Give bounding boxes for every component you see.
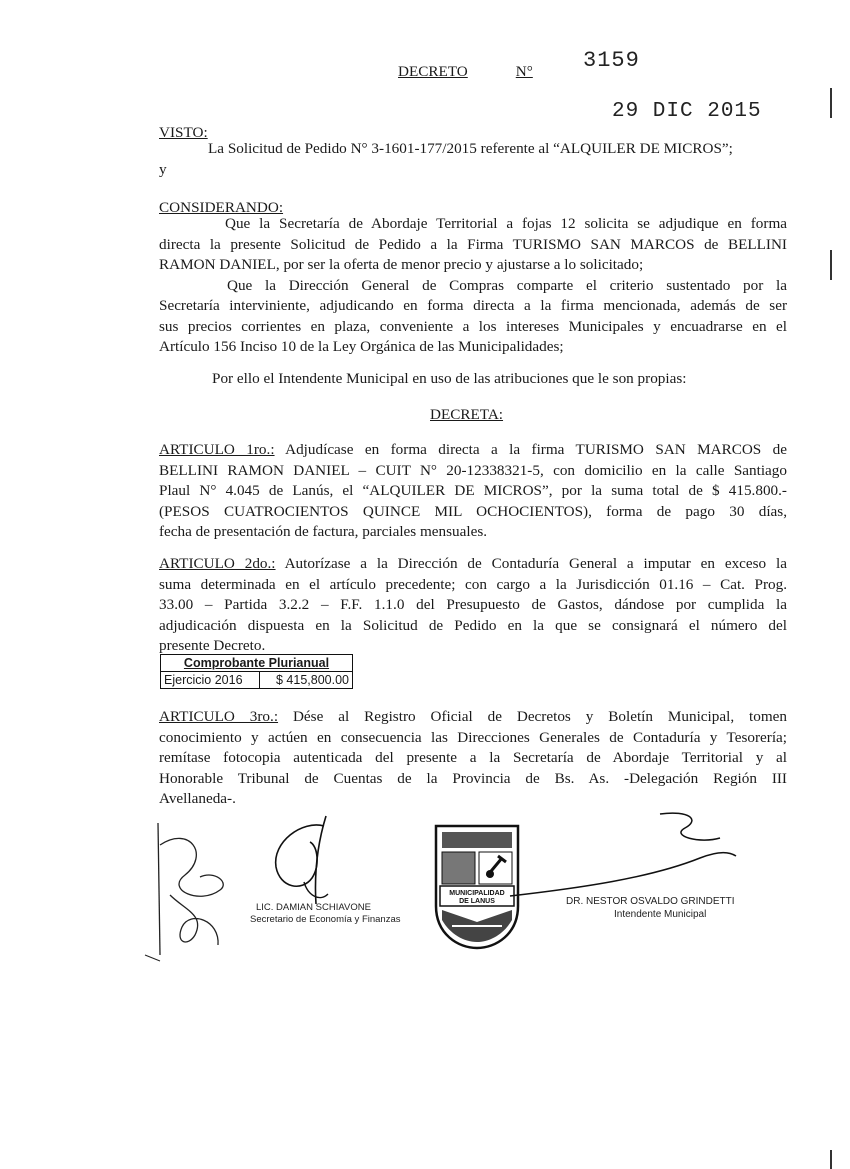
scan-edge-mark [830,88,832,118]
articulo-3-line: conocimiento y actúen en consecuencia las Direcciones Generales de Contaduría y Tesorería; [159,728,787,746]
comprobante-ejercicio: Ejercicio 2016 [161,672,260,689]
articulo-1-line: fecha de presentación de factura, parciales mensuales. [159,523,488,540]
articulo-2-line: presente Decreto. [159,637,266,654]
fecha-stamp: 29 DIC 2015 [612,100,762,123]
decreto-numero: 3159 [583,48,640,73]
initials-signature [130,815,240,965]
grindetti-signature [500,808,740,903]
articulo-1 [159,440,787,543]
comprobante-plurianual-table [160,654,353,689]
articulo-2-line: ARTICULO 2do.: Autorízase a la Dirección de Contaduría General a imputar en exceso la [159,555,787,572]
articulo-3 [159,707,787,810]
considerando-heading: CONSIDERANDO: [159,199,284,216]
articulo-3-line: ARTICULO 3ro.: Dése al Registro Oficial de Decretos y Boletín Municipal, tomen [159,708,787,725]
articulo-2-line: adjudicación dispuesta en la Solicitud de Pedido en la que se consignará el número del [159,616,787,634]
decreta-heading: DECRETA: [430,406,504,423]
articulo-2-line: suma determinada en el artículo precedente; con cargo a la Jurisdicción 01.16 – Cat. Prog. [159,575,787,593]
secretario-nombre: LIC. DAMIAN SCHIAVONE [256,902,371,913]
scan-edge-mark [830,250,832,280]
por-ello-text: Por ello el Intendente Municipal en uso de las atribuciones que le son propias: [212,370,687,387]
comprobante-monto: $ 415,800.00 [260,672,353,689]
comprobante-title: Comprobante Plurianual [161,655,353,672]
articulo-1-line: Plaul N° 4.045 de Lanús, el “ALQUILER DE MICROS”, por la suma total de $ 415.800.- [159,482,787,499]
visto-text: La Solicitud de Pedido N° 3-1601-177/2015 referente al “ALQUILER DE MICROS”; [208,140,733,157]
shield-text-1: MUNICIPALIDAD [449,890,505,897]
articulo-2-label: ARTICULO 2do.: [159,555,276,572]
articulo-3-line: remítase fotocopia autenticada del presente a la Secretaría de Abordaje Territorial y al [159,749,787,766]
scan-edge-mark [830,1150,832,1169]
considerando-line: Secretaría interviniente, adjudicando en forma directa a la firma mencionada, además de ser [159,297,787,314]
intendente-cargo: Intendente Municipal [614,909,707,920]
visto-heading: VISTO: [159,124,208,141]
considerando-line: sus precios corrientes en plaza, conveniente a los intereses Municipales y encuadrarse en el [159,317,787,335]
secretario-cargo: Secretario de Economía y Finanzas [250,914,401,925]
shield-text-2: DE LANUS [459,898,495,905]
considerando-line: directa la presente Solicitud de Pedido a la Firma TURISMO SAN MARCOS de BELLINI [159,235,787,253]
visto-y: y [159,161,167,178]
articulo-3-line: Honorable Tribunal de Cuentas de la Provincia de Bs. As. -Delegación Región III [159,769,787,787]
considerando-line: Que la Dirección General de Compras comparte el criterio sustentado por la [227,276,787,294]
considerando-body [159,214,787,358]
articulo-1-line: BELLINI RAMON DANIEL – CUIT N° 20-12338321-5, con domicilio en la calle Santiago [159,461,787,479]
articulo-2-line: 33.00 – Partida 3.2.2 – F.F. 1.1.0 del Presupuesto de Gastos, dándose por cumplida la [159,596,787,613]
articulo-1-label: ARTICULO 1ro.: [159,441,275,458]
articulo-1-line: (PESOS CUATROCIENTOS QUINCE MIL OCHOCIENTOS), forma de pago 30 días, [159,502,787,520]
intendente-nombre: DR. NESTOR OSVALDO GRINDETTI [566,896,735,907]
articulo-1-line: ARTICULO 1ro.: Adjudícase en forma directa a la firma TURISMO SAN MARCOS de [159,441,788,458]
articulo-3-line: Avellaneda-. [159,790,236,807]
considerando-line: Que la Secretaría de Abordaje Territorial a fojas 12 solicita se adjudique en forma [225,215,787,232]
considerando-line: RAMON DANIEL, por ser la oferta de menor precio y ajustarse a lo solicitado; [159,256,644,273]
articulo-3-label: ARTICULO 3ro.: [159,708,279,725]
articulo-2 [159,554,787,657]
decreto-label: DECRETO N° [398,63,533,80]
schiavone-signature [262,812,352,908]
considerando-line: Artículo 156 Inciso 10 de la Ley Orgánica de las Municipalidades; [159,338,564,355]
